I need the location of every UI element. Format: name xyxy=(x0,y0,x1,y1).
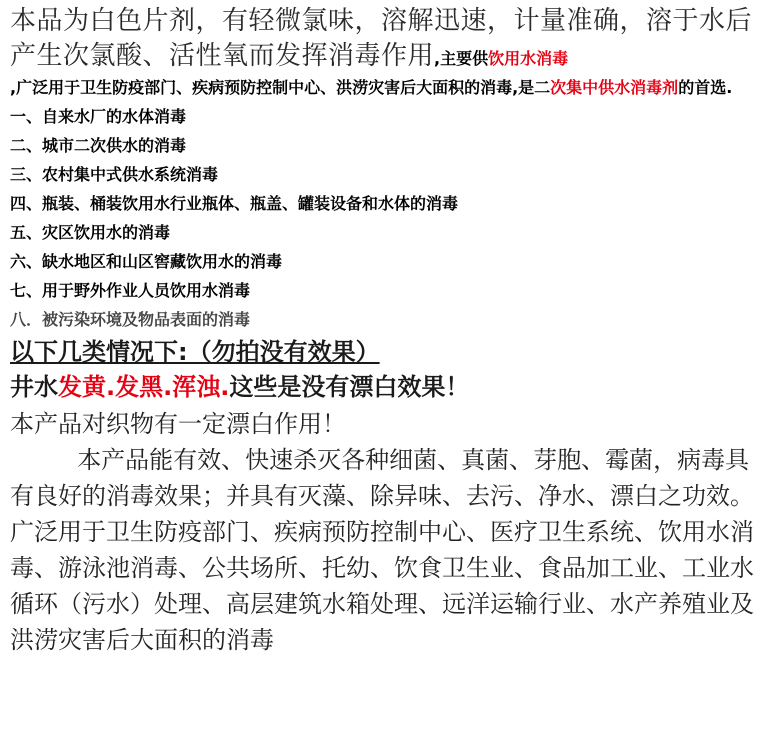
secondary-supply-highlight: 次集中供水消毒剂 xyxy=(550,78,679,97)
warning-turbid: 浑浊 xyxy=(172,373,221,401)
use-case-item: 四、瓶装、桶装饮用水行业瓶体、瓶盖、罐装设备和水体的消毒 xyxy=(10,194,459,213)
use-case-item: 八．被污染环境及物品表面的消毒 xyxy=(10,310,251,329)
warning-yellow: 发黄 xyxy=(58,373,106,401)
supply-prefix: ,主要供 xyxy=(434,49,489,68)
warning-dot: . xyxy=(163,373,173,401)
warning-prefix: 井水 xyxy=(10,373,58,401)
warning-suffix: 这些是没有漂白效果！ xyxy=(229,373,470,401)
use-case-item: 七、用于野外作业人员饮用水消毒 xyxy=(10,281,251,300)
use-case-item: 一、自来水厂的水体消毒 xyxy=(10,107,187,126)
warning-dot: . xyxy=(220,373,230,401)
bleach-note: 本产品对织物有一定漂白作用！ xyxy=(10,410,346,438)
use-case-list xyxy=(10,102,769,334)
use-case-item: 二、城市二次供水的消毒 xyxy=(10,136,187,155)
use-case-item: 六、缺水地区和山区窖藏饮用水的消毒 xyxy=(10,252,283,271)
use-case-item: 三、农村集中式供水系统消毒 xyxy=(10,165,219,184)
drinking-water-highlight: 饮用水消毒 xyxy=(488,49,569,68)
warning-dot: . xyxy=(106,373,116,401)
usage-summary xyxy=(10,76,769,100)
usage-summary-text: ,广泛用于卫生防疫部门、疾病预防控制中心、洪涝灾害后大面积的消毒,是二 xyxy=(10,78,551,97)
intro-text: 本品为白色片剂，有轻微氯味，溶解迅速，计量准确，溶于水后产生次氯酸、活性氧而发挥消毒作用 xyxy=(10,6,753,71)
warning-heading: 以下几类情况下:（勿拍没有效果） xyxy=(10,338,380,366)
product-description: 本产品能有效、快速杀灭各种细菌、真菌、芽胞、霉菌，病毒具有良好的消毒效果；并具有灭藻、除异味、去污、净水、漂白之功效。广泛用于卫生防疫部门、疾病预防控制中心、医疗卫生系统、饮用水消毒、游泳池消毒、公共场所、托幼、饮食卫生业、食品加工业、工业水循环（污水）处理、高层建筑水箱处理、远洋运输行业、水产养殖业及洪涝灾害后大面积的消毒 xyxy=(10,446,754,654)
usage-summary-end: 的首选. xyxy=(678,78,733,97)
warning-black: 发黑 xyxy=(115,373,164,401)
intro-paragraph xyxy=(10,4,769,76)
use-case-item: 五、灾区饮用水的消毒 xyxy=(10,223,171,242)
warning-line xyxy=(10,368,769,406)
